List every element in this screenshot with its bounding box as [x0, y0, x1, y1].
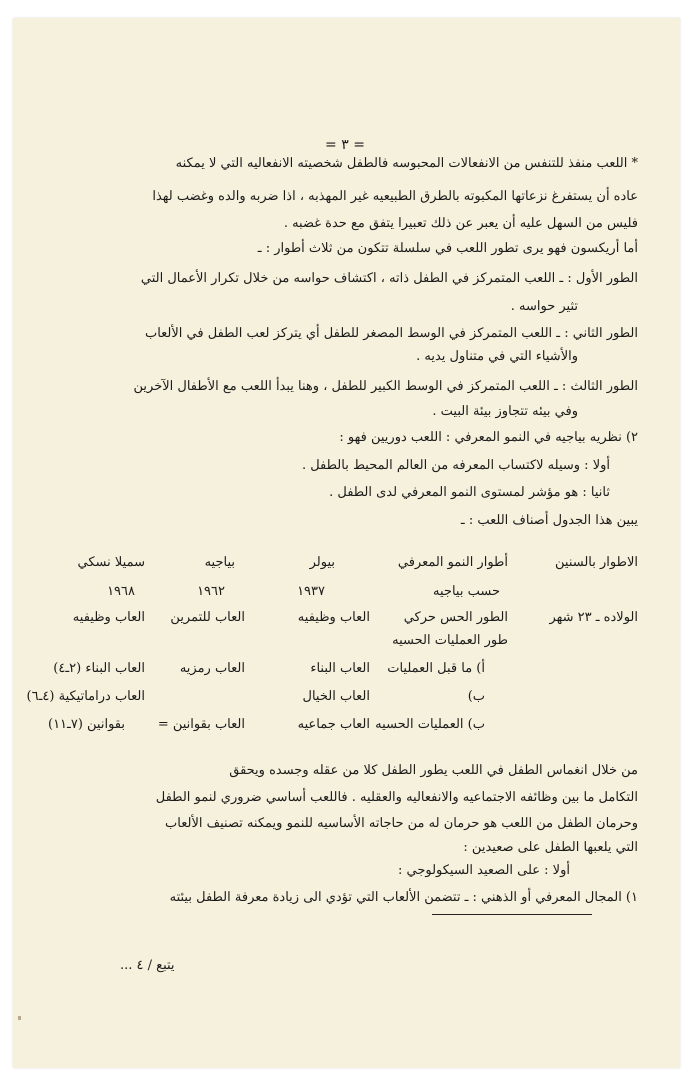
table-cell: العاب البناء (٢ـ٤) [53, 661, 145, 676]
paragraph-line: عاده أن يستفرغ نزعاتها المكبوته بالطرق الطبيعيه غير المهذبه ، اذا ضربه والده وغضب لهذا [152, 189, 638, 204]
first-level-heading: أولا : على الصعيد السيكولوجي : [397, 863, 570, 878]
table-cell: العاب دراماتيكية (٤ـ٦) [26, 689, 145, 704]
paragraph-line: * اللعب منفذ للتنفس من الانفعالات المحبوسه فالطفل شخصيته الانفعاليه التي لا يمكنه [175, 156, 638, 171]
stage-two-cont: والأشياء التي في متناول يديه . [416, 349, 578, 364]
table-cell: بقوانين (٧ـ١١) [47, 717, 125, 732]
continued-note: يتبع / ٤ ... [120, 958, 175, 973]
piaget-heading: ٢) نظريه بياجيه في النمو المعرفي : اللعب دوريين فهو : [339, 430, 638, 445]
table-header-bruner: بيولر [309, 555, 335, 570]
paragraph-line: فليس من السهل عليه أن يعبر عن ذلك تعبيرا يتفق مع حدة غضبه . [283, 216, 638, 231]
piaget-second: ثانيا : هو مؤشر لمستوى النمو المعرفي لدى الطفل . [329, 485, 610, 500]
table-header-cognitive: أطوار النمو المعرفي [397, 555, 508, 570]
paragraph-line: وحرمان الطفل من اللعب هو حرمان له من حاجاته الأساسيه للنمو ويمكنه تصنيف الألعاب [165, 816, 638, 831]
stage-two: الطور الثاني : ـ اللعب المتمركز في الوسط المصغر للطفل أي يتركز لعب الطفل في الألعاب [144, 326, 638, 341]
paragraph-line: من خلال انغماس الطفل في اللعب يطور الطفل كلا من عقله وجسده ويحقق [229, 763, 638, 778]
table-cell: الطور الحس حركي [403, 610, 508, 625]
table-cell: ١٩٦٨ [107, 584, 135, 599]
erikson-intro: أما أريكسون فهو يرى تطور اللعب في سلسلة تتكون من ثلاث أطوار : ـ [257, 241, 638, 256]
stage-three-cont: وفي بيئه تتجاوز بيئة البيت . [432, 404, 578, 419]
underline-rule [432, 914, 592, 915]
table-cell: ١٩٦٢ [197, 584, 225, 599]
table-header-piaget: بياجيه [204, 555, 235, 570]
table-header-ages: الاطوار بالسنين [555, 555, 638, 570]
table-cell: العاب وظيفيه [297, 610, 370, 625]
table-cell: ب) [467, 689, 485, 704]
paper-speck [18, 1016, 21, 1020]
table-cell: طور العمليات الحسيه [392, 633, 508, 648]
cognitive-domain: ١) المجال المعرفي أو الذهني : ـ تتضمن الألعاب التي تؤدي الى زيادة معرفة الطفل بيئته [169, 890, 638, 905]
table-cell: ١٩٣٧ [297, 584, 325, 599]
stage-three: الطور الثالث : ـ اللعب المتمركز في الوسط الكبير للطفل ، وهنا يبدأ اللعب مع الأطفال الآخرين [133, 379, 638, 394]
piaget-first: أولا : وسيله لاكتساب المعرفه من العالم المحيط بالطفل . [301, 458, 610, 473]
table-cell: الولاده ـ ٢٣ شهر [549, 610, 638, 625]
table-cell: أ) ما قبل العمليات [387, 661, 485, 676]
page-number: = ٣ = [325, 137, 365, 153]
paragraph-line: التكامل ما بين وظائفه الاجتماعيه والانفعاليه والعقليه . فاللعب أساسي ضروري لنمو الطفل [155, 790, 638, 805]
paragraph-line: التي يلعبها الطفل على صعيدين : [463, 840, 638, 855]
table-cell: العاب الخيال [302, 689, 370, 704]
table-cell: العاب البناء [310, 661, 370, 676]
table-cell: العاب وظيفيه [72, 610, 145, 625]
table-cell: العاب جماعيه [297, 717, 370, 732]
table-cell: العاب رمزيه [179, 661, 245, 676]
table-header-smilansky: سميلا نسكي [77, 555, 145, 570]
table-intro: يبين هذا الجدول أصناف اللعب : ـ [460, 513, 638, 528]
table-cell: ب) العمليات الحسيه [375, 717, 485, 732]
stage-one-cont: تثير حواسه . [510, 299, 578, 314]
stage-one: الطور الأول : ـ اللعب المتمركز في الطفل ذاته ، اكتشاف حواسه من خلال تكرار الأعمال التي [140, 271, 638, 286]
table-cell: حسب بياجيه [433, 584, 500, 599]
table-cell: العاب بقوانين = [157, 717, 245, 732]
table-cell: العاب للتمرين [170, 610, 245, 625]
